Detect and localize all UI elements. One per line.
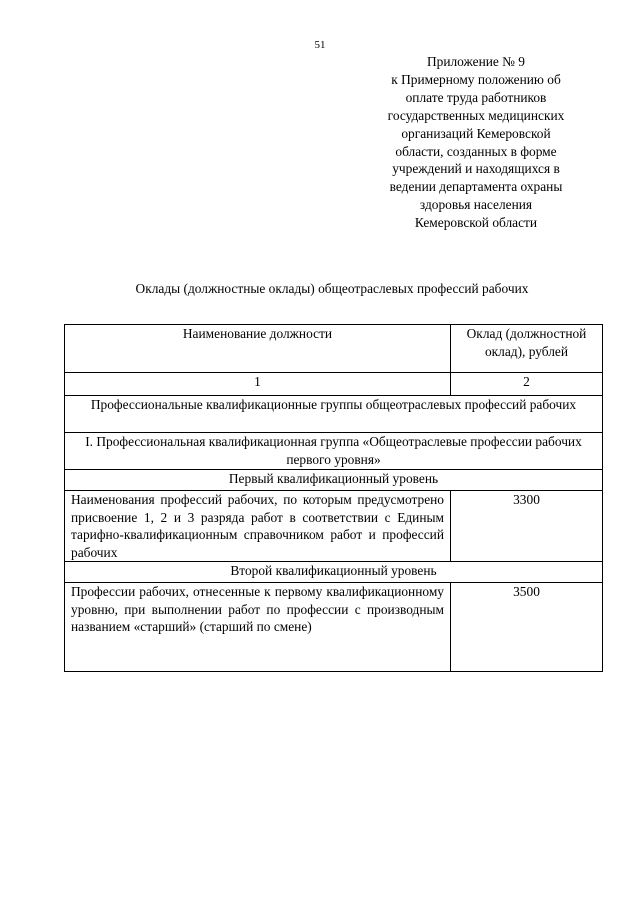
appendix-line: здоровья населения: [419, 197, 533, 213]
table-header-row: [65, 325, 603, 373]
column-number-cell: 1: [65, 373, 451, 396]
appendix-header: [372, 53, 580, 232]
level-title-row: [65, 562, 603, 583]
level-title-row: [65, 470, 603, 491]
level-title-cell: Второй квалификационный уровень: [65, 562, 603, 583]
document-title: Оклады (должностные оклады) общеотраслевых профессий рабочих: [135, 281, 529, 296]
group-title-cell: I. Профессиональная квалификационная группа «Общеотраслевые профессии рабочих первого уровня»: [65, 433, 603, 470]
page-number: 51: [314, 39, 326, 51]
section-title-cell: Профессиональные квалификационные группы общеотраслевых профессий рабочих: [65, 396, 603, 433]
appendix-line: организаций Кемеровской: [401, 125, 551, 141]
profession-description-cell: Наименования профессий рабочих, по которым предусмотрено присвоение 1, 2 и 3 разряда работ в соответствии с Единым тарифно-квалификационным справочником работ и профессий рабочих: [65, 491, 451, 562]
header-salary-cell: Оклад (должностной оклад), рублей: [451, 325, 603, 373]
appendix-line: оплате труда работников: [405, 89, 547, 105]
group-title-row: [65, 433, 603, 470]
appendix-line: Приложение № 9: [426, 54, 526, 69]
appendix-line: Кемеровской области: [414, 215, 538, 231]
profession-description-cell: Профессии рабочих, отнесенные к первому квалификационному уровню, при выполнении работ по профессии с производным названием «старший» (старший по смене): [65, 583, 451, 672]
appendix-line: учреждений и находящихся в: [392, 161, 560, 177]
appendix-line: области, созданных в форме: [395, 143, 557, 159]
appendix-line: ведении департамента охраны: [389, 179, 563, 195]
salary-value-cell: 3500: [451, 583, 603, 672]
appendix-line: государственных медицинских: [387, 107, 565, 123]
table-row: [65, 583, 603, 672]
salary-table: [64, 324, 603, 672]
table-row: [65, 491, 603, 562]
column-number-cell: 2: [451, 373, 603, 396]
level-title-cell: Первый квалификационный уровень: [65, 470, 603, 491]
section-title-row: [65, 396, 603, 433]
salary-value-cell: 3300: [451, 491, 603, 562]
header-position-cell: Наименование должности: [65, 325, 451, 373]
appendix-line: к Примерному положению об: [391, 71, 561, 87]
column-numbers-row: [65, 373, 603, 396]
